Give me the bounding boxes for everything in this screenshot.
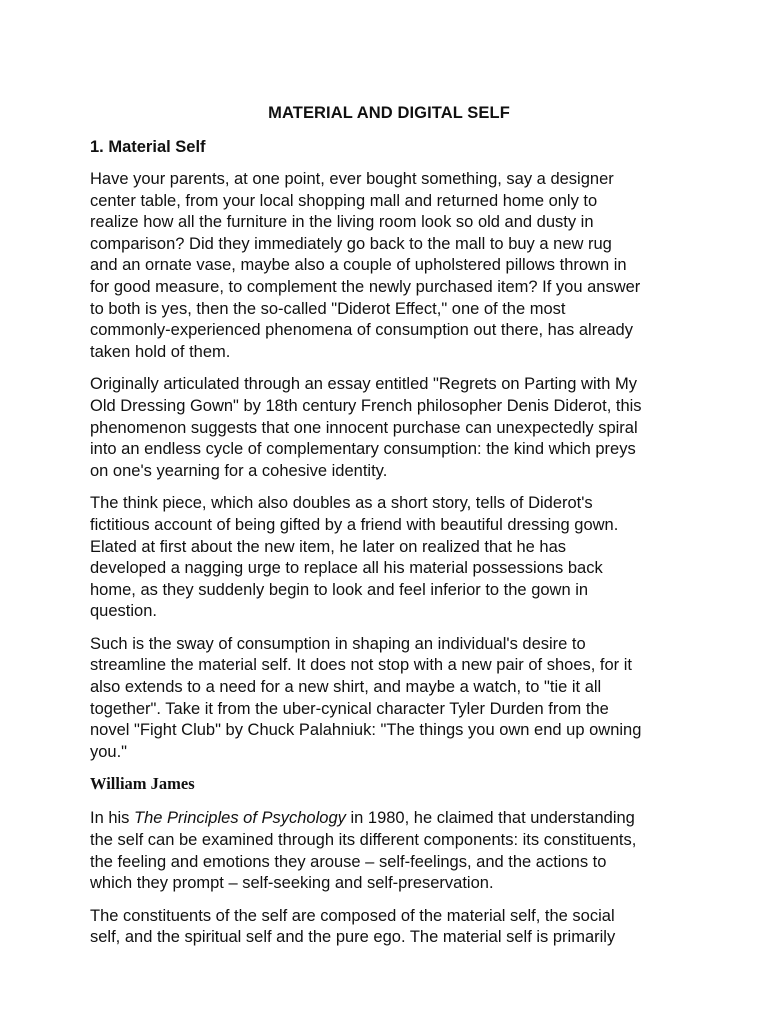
paragraph-line: question. [90, 602, 157, 621]
paragraph-line: fictitious account of being gifted by a friend with beautiful dressing gown. [90, 515, 619, 534]
paragraph-line-rest: in 1980, he claimed that understanding [345, 809, 635, 828]
document-title: MATERIAL AND DIGITAL SELF [268, 104, 510, 122]
paragraph-line: The constituents of the self are composed of the material self, the social [90, 906, 615, 925]
paragraph-intro-text: In his [90, 809, 135, 828]
paragraph-line: to both is yes, then the so-called "Diderot Effect," one of the most [90, 299, 566, 318]
section-heading-material-self: 1. Material Self [90, 138, 206, 156]
paragraph-line: the feeling and emotions they arouse – self-feelings, and the actions to [90, 852, 607, 871]
paragraph-line: commonly-experienced phenomena of consumption out there, has already [90, 321, 633, 340]
paragraph-line: phenomenon suggests that one innocent purchase can unexpectedly spiral [90, 418, 638, 437]
document-page [90, 104, 688, 960]
paragraph-diderot-essay [90, 374, 688, 482]
paragraph-sway-of-consumption [90, 634, 688, 764]
paragraph-line: Old Dressing Gown" by 18th century French philosopher Denis Diderot, this [90, 396, 642, 415]
paragraph-line: Have your parents, at one point, ever bought something, say a designer [90, 170, 614, 188]
paragraph-line: Elated at first about the new item, he later on realized that he has [90, 537, 567, 556]
paragraph-line: center table, from your local shopping mall and returned home only to [90, 191, 598, 210]
paragraph-line: home, as they suddenly begin to look and feel inferior to the gown in [90, 580, 589, 599]
subheading-william-james: William James [90, 774, 195, 794]
paragraph-line: you." [90, 742, 128, 761]
paragraph-line: Originally articulated through an essay entitled "Regrets on Parting with My [90, 375, 637, 394]
paragraph-think-piece [90, 493, 688, 623]
paragraph-line: also extends to a need for a new shirt, and maybe a watch, to "tie it all [90, 678, 602, 697]
paragraph-line: streamline the material self. It does not stop with a new pair of shoes, for it [90, 656, 633, 675]
paragraph-line: Such is the sway of consumption in shaping an individual's desire to [90, 634, 586, 653]
paragraph-line: novel "Fight Club" by Chuck Palahniuk: "The things you own end up owning [90, 721, 642, 740]
paragraph-constituents-of-self [90, 906, 688, 949]
paragraph-line: developed a nagging urge to replace all his material possessions back [90, 559, 603, 578]
paragraph-line: for good measure, to complement the newly purchased item? If you answer [90, 277, 641, 296]
paragraph-diderot-intro [90, 169, 688, 363]
paragraph-line: The think piece, which also doubles as a short story, tells of Diderot's [90, 494, 593, 513]
paragraph-line: which they prompt – self-seeking and self-preservation. [90, 874, 494, 893]
paragraph-line: taken hold of them. [90, 342, 231, 361]
paragraph-line: self, and the spiritual self and the pure ego. The material self is primarily [90, 928, 616, 947]
paragraph-line: into an endless cycle of complementary consumption: the kind which preys [90, 440, 636, 459]
book-title: The Principles of Psychology [134, 809, 346, 828]
paragraph-principles-of-psychology [90, 808, 688, 894]
paragraph-line: the self can be examined through its different components: its constituents, [90, 831, 637, 850]
paragraph-line: and an ornate vase, maybe also a couple of upholstered pillows thrown in [90, 256, 627, 275]
paragraph-line: comparison? Did they immediately go back to the mall to buy a new rug [90, 234, 612, 253]
paragraph-line: realize how all the furniture in the living room look so old and dusty in [90, 213, 594, 232]
paragraph-line [90, 808, 688, 830]
paragraph-line: on one's yearning for a cohesive identity. [90, 461, 388, 480]
paragraph-line: together". Take it from the uber-cynical character Tyler Durden from the [90, 699, 609, 718]
